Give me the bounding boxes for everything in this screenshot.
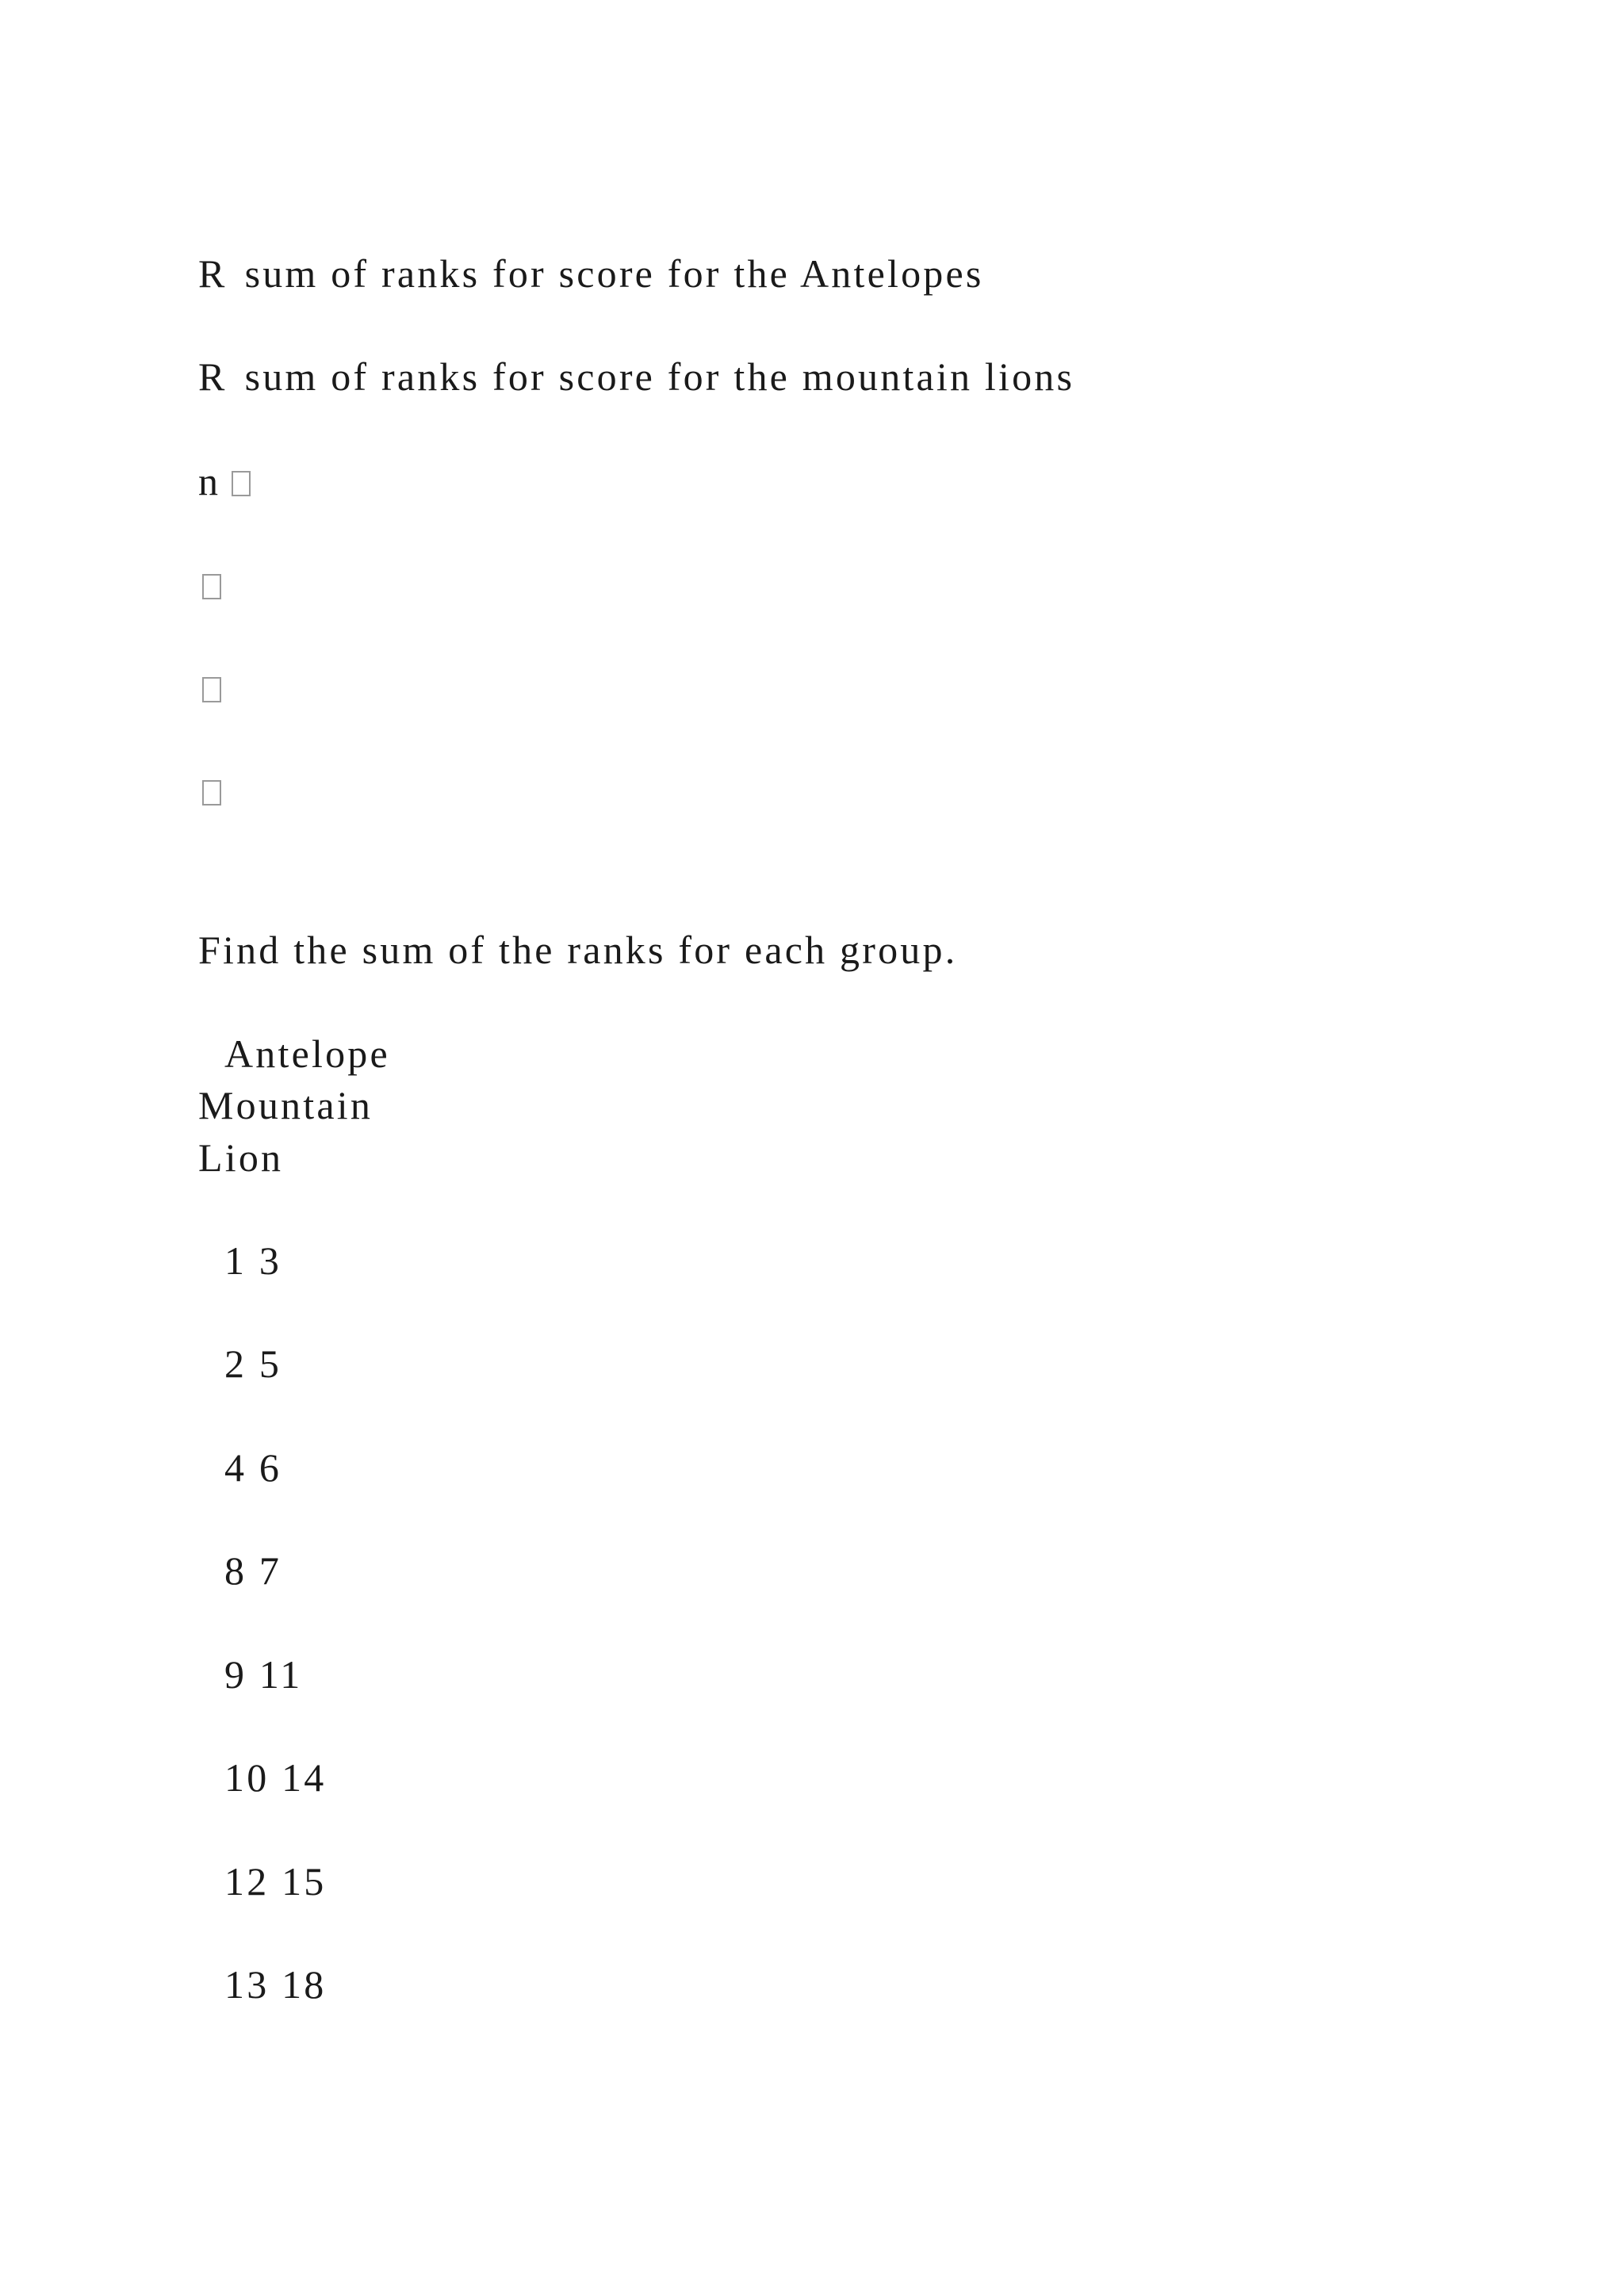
- antelope-rank: 9: [224, 1652, 247, 1697]
- n-line: [198, 457, 251, 505]
- table-row: [224, 1858, 327, 1905]
- antelope-rank: 10: [224, 1755, 270, 1800]
- table-row: [224, 1547, 282, 1594]
- mountain-lion-rank: 15: [282, 1859, 327, 1904]
- antelope-rank: 12: [224, 1859, 270, 1904]
- antelope-rank: 1: [224, 1238, 247, 1283]
- symbol-r: R: [198, 251, 228, 296]
- glyph-line: [202, 664, 221, 711]
- antelope-rank: 2: [224, 1341, 247, 1386]
- antelope-rank: 4: [224, 1445, 247, 1490]
- table-row: [224, 1754, 327, 1801]
- symbol-n: n: [198, 459, 221, 503]
- glyph-line: [202, 561, 221, 608]
- missing-glyph-icon: [202, 574, 221, 599]
- mountain-lion-rank: 18: [282, 1962, 327, 2007]
- instruction-text: Find the sum of the ranks for each group.: [198, 928, 958, 972]
- mountain-lion-rank: 7: [259, 1548, 282, 1593]
- definition-text: sum of ranks for score for the mountain lions: [244, 354, 1075, 399]
- mountain-lion-rank: 14: [282, 1755, 327, 1800]
- antelope-rank: 8: [224, 1548, 247, 1593]
- missing-glyph-icon: [202, 780, 221, 806]
- table-row: [224, 1340, 282, 1387]
- glyph-line: [202, 767, 221, 814]
- table-header-antelope: Antelope: [224, 1031, 390, 1076]
- table-row: [224, 1651, 302, 1698]
- missing-glyph-icon: [202, 677, 221, 702]
- table-row: [224, 1961, 327, 2008]
- table-header-lion: Lion: [198, 1135, 284, 1180]
- table-row: [224, 1237, 282, 1284]
- mountain-lion-rank: 11: [259, 1652, 303, 1697]
- mountain-lion-rank: 5: [259, 1341, 282, 1386]
- mountain-lion-rank: 3: [259, 1238, 282, 1283]
- definition-mountain-lions: [198, 353, 1074, 400]
- missing-glyph-icon: [232, 471, 251, 496]
- symbol-r: R: [198, 354, 228, 399]
- definition-text: sum of ranks for score for the Antelopes: [244, 251, 984, 296]
- definition-antelopes: [198, 250, 984, 297]
- table-header-mountain: Mountain: [198, 1083, 373, 1127]
- mountain-lion-rank: 6: [259, 1445, 282, 1490]
- antelope-rank: 13: [224, 1962, 270, 2007]
- table-row: [224, 1444, 282, 1491]
